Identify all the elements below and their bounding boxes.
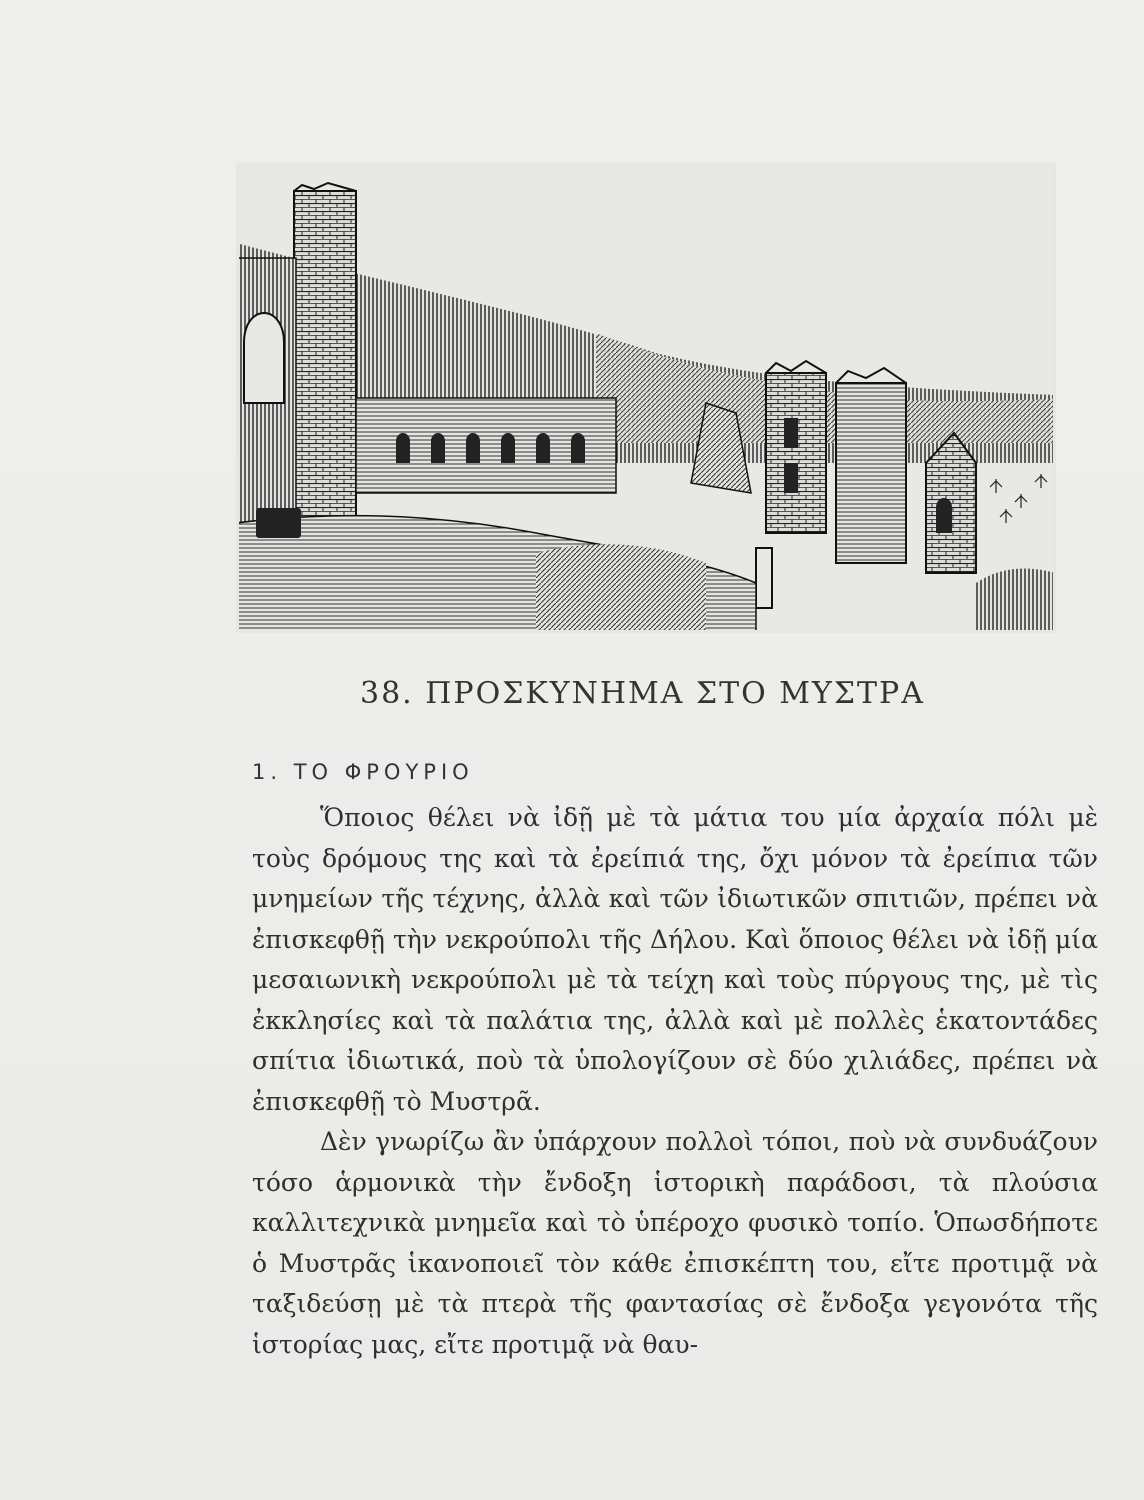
section-heading: 1. ΤΟ ΦΡΟΥΡΙΟ (252, 760, 474, 784)
paragraph-2: Δὲν γνωρίζω ἂν ὑπάρχουν πολλοὶ τόποι, ποὺ νὰ συνδυάζουν τόσο ἁρμονικὰ τὴν ἔνδοξη ἱστορικὴ παράδοσι, τὰ πλούσια καλλιτεχνικὰ μνημεῖα καὶ τὸ ὑπέροχο φυσικὸ τοπίο. Ὁπωσδήποτε ὁ Μυστρᾶς ἱκανοποιεῖ τὸν κάθε ἐπισκέπτη του, εἴτε προτιμᾷ νὰ ταξιδεύσῃ μὲ τὰ πτερὰ τῆς φαντασίας σὲ ἔνδοξα γεγονότα τῆς ἱστορίας μας, εἴτε προτιμᾷ νὰ θαυ- (252, 1127, 1098, 1359)
ruins-illustration (236, 163, 1056, 633)
mystras-ruins-drawing (236, 163, 1056, 633)
chapter-body (252, 798, 1098, 1365)
paragraph-1: Ὅποιος θέλει νὰ ἰδῇ μὲ τὰ μάτια του μία ἀρχαία πόλι μὲ τοὺς δρόμους της καὶ τὰ ἐρείπιά της, ὄχι μόνον τὰ ἐρείπια τῶν μνημείων τῆς τέχνης, ἀλλὰ καὶ τῶν ἰδιωτικῶν σπιτιῶν, πρέπει νὰ ἐπισκεφθῇ τὴν νεκρούπολι τῆς Δήλου. Καὶ ὅποιος θέλει νὰ ἰδῇ μία μεσαιωνικὴ νεκρούπολι μὲ τὰ τείχη καὶ τοὺς πύργους της, μὲ τὶς ἐκκλησίες καὶ τὰ παλάτια της, ἀλλὰ καὶ μὲ πολλὲς ἑκατοντάδες σπίτια ἰδιωτικά, ποὺ τὰ ὑπολογίζουν σὲ δύο χιλιάδες, πρέπει νὰ ἐπισκεφθῇ τὸ Μυστρᾶ. (252, 803, 1098, 1116)
chapter-title: 38. ΠΡΟΣΚΥΝΗΜΑ ΣΤΟ ΜΥΣΤΡΑ (360, 676, 925, 711)
